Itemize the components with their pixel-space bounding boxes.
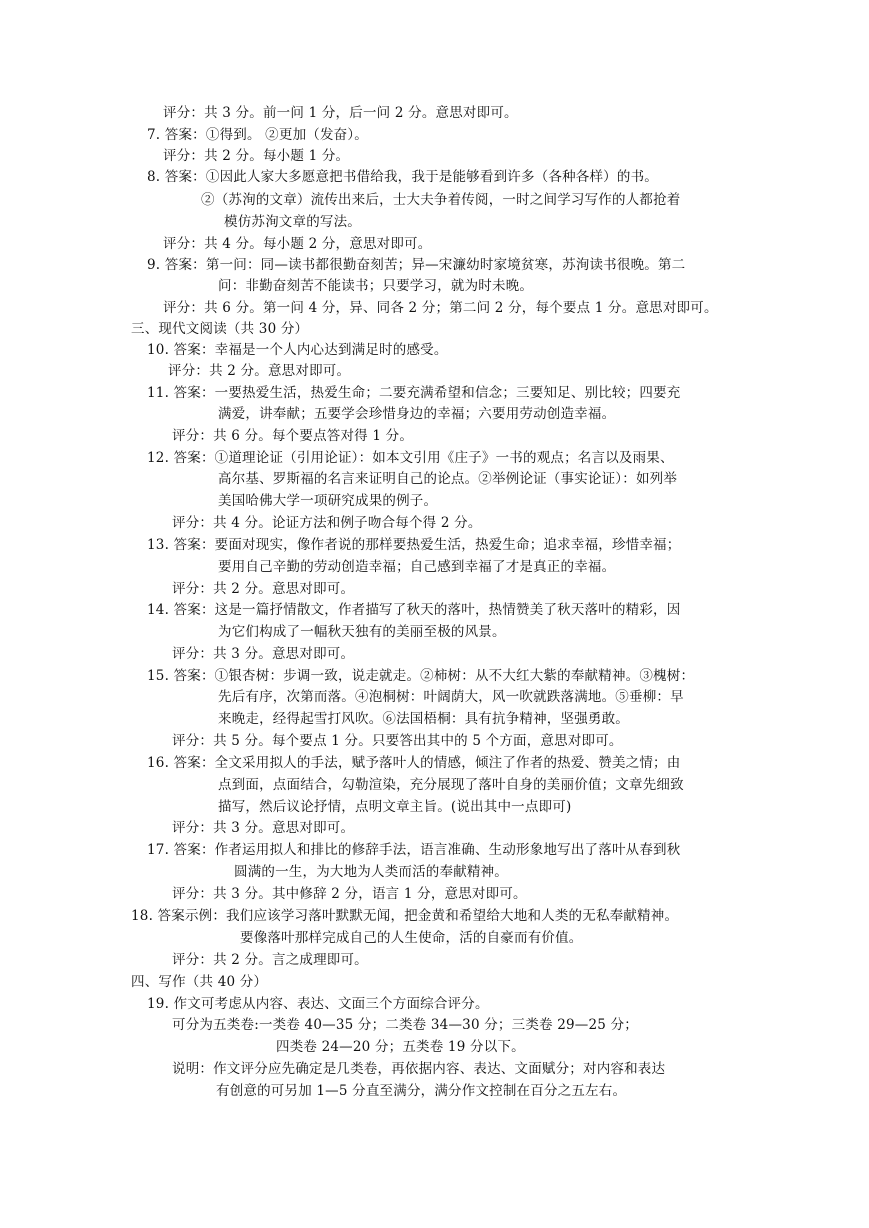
text-line: 美国哈佛大学一项研究成果的例子。 [218, 493, 438, 509]
text-line: 8. 答案：①因此人家大多愿意把书借给我，我于是能够看到许多（各种各样）的书。 [147, 169, 658, 185]
text-line: 说明：作文评分应先确定是几类卷，再依据内容、表达、文面赋分；对内容和表达 [172, 1061, 666, 1077]
text-line: 圆满的一生，为大地为人类而活的奉献精神。 [234, 864, 508, 880]
text-line: 评分：共 6 分。第一问 4 分，异、同各 2 分；第二问 2 分，每个要点 1 分。意思对即可。 [163, 300, 718, 316]
text-line: 14. 答案：这是一篇抒情散文，作者描写了秋天的落叶，热情赞美了秋天落叶的精彩，因 [147, 602, 681, 618]
text-line: 11. 答案：一要热爱生活，热爱生命；二要充满希望和信念；三要知足、别比较；四要充 [147, 385, 681, 401]
text-line: 问：非勤奋刻苦不能读书；只要学习，就为时未晚。 [218, 278, 534, 294]
text-line: 高尔基、罗斯福的名言来证明自己的论点。②举例论证（事实论证）：如列举 [218, 471, 678, 487]
text-line: 19. 作文可考虑从内容、表达、文面三个方面综合评分。 [147, 996, 489, 1012]
text-line: 15. 答案：①银杏树：步调一致，说走就走。②柿树：从不大红大紫的奉献精神。③槐树： [147, 668, 695, 684]
text-line: 评分：共 2 分。言之成理即可。 [172, 952, 368, 968]
text-line: 要像落叶那样完成自己的人生使命，活的自豪而有价值。 [240, 930, 583, 946]
text-line: 先后有序，次第而落。④泡桐树：叶阔荫大，风一吹就跌落满地。⑤垂柳：早 [218, 689, 684, 705]
text-line: 17. 答案：作者运用拟人和排比的修辞手法，语言准确、生动形象地写出了落叶从春到秋 [147, 842, 681, 858]
text-line: 16. 答案：全文采用拟人的手法，赋予落叶人的情感，倾注了作者的热爱、赞美之情；由 [147, 755, 681, 771]
text-line: 要用自己辛勤的劳动创造幸福；自己感到幸福了才是真正的幸福。 [218, 559, 616, 575]
text-line: 评分：共 3 分。意思对即可。 [172, 646, 355, 662]
text-line: 评分：共 4 分。每小题 2 分，意思对即可。 [163, 236, 432, 252]
text-line: 9. 答案：第一问：同—读书都很勤奋刻苦；异—宋濂幼时家境贫寒，苏洵读书很晚。第二 [147, 257, 686, 273]
text-line: 评分：共 2 分。每小题 1 分。 [163, 148, 350, 164]
text-line: 四类卷 24—20 分；五类卷 19 分以下。 [276, 1039, 525, 1055]
text-line: 18. 答案示例：我们应该学习落叶默默无闻，把金黄和希望给大地和人类的无私奉献精神。 [131, 908, 679, 924]
text-line: 评分：共 3 分。前一问 1 分，后一问 2 分。意思对即可。 [163, 105, 518, 121]
text-line: 描写，然后议论抒情，点明文章主旨。(说出其中一点即可) [218, 799, 572, 815]
text-line: 可分为五类卷:一类卷 40—35 分；二类卷 34—30 分；三类卷 29—25 分； [172, 1017, 638, 1033]
text-line: 10. 答案：幸福是一个人内心达到满足时的感受。 [147, 342, 448, 358]
text-line: 为它们构成了一幅秋天独有的美丽至极的风景。 [218, 624, 506, 640]
text-line: 7. 答案：①得到。 ②更加（发奋）。 [147, 127, 369, 143]
section-heading: 四、写作（共 40 分） [131, 974, 268, 990]
text-line: 评分：共 2 分。意思对即可。 [168, 363, 351, 379]
text-line: 评分：共 3 分。意思对即可。 [172, 820, 355, 836]
text-line: 13. 答案：要面对现实，像作者说的那样要热爱生活，热爱生命；追求幸福，珍惜幸福； [147, 537, 681, 553]
text-line: 12. 答案：①道理论证（引用论证）：如本文引用《庄子》一书的观点；名言以及雨果、 [147, 450, 674, 466]
text-line: ②（苏洵的文章）流传出来后，士大夫争着传阅，一时之间学习写作的人都抢着 [201, 192, 681, 208]
text-line: 评分：共 4 分。论证方法和例子吻合每个得 2 分。 [172, 515, 482, 531]
text-line: 来晚走，经得起雪打风吹。⑥法国梧桐：具有抗争精神，坚强勇敢。 [218, 711, 629, 727]
text-line: 评分：共 6 分。每个要点答对得 1 分。 [172, 428, 414, 444]
text-line: 点到面，点面结合，勾勒渲染，充分展现了落叶自身的美丽价值；文章先细致 [218, 777, 684, 793]
text-line: 模仿苏洵文章的写法。 [224, 214, 361, 230]
text-line: 满爱，讲奉献；五要学会珍惜身边的幸福；六要用劳动创造幸福。 [218, 406, 616, 422]
text-line: 有创意的可另加 1—5 分直至满分，满分作文控制在百分之五左右。 [216, 1083, 627, 1099]
section-heading: 三、现代文阅读（共 30 分） [131, 321, 309, 337]
text-line: 评分：共 5 分。每个要点 1 分。只要答出其中的 5 个方面，意思对即可。 [172, 733, 623, 749]
text-line: 评分：共 3 分。其中修辞 2 分，语言 1 分，意思对即可。 [172, 886, 527, 902]
text-line: 评分：共 2 分。意思对即可。 [172, 581, 355, 597]
